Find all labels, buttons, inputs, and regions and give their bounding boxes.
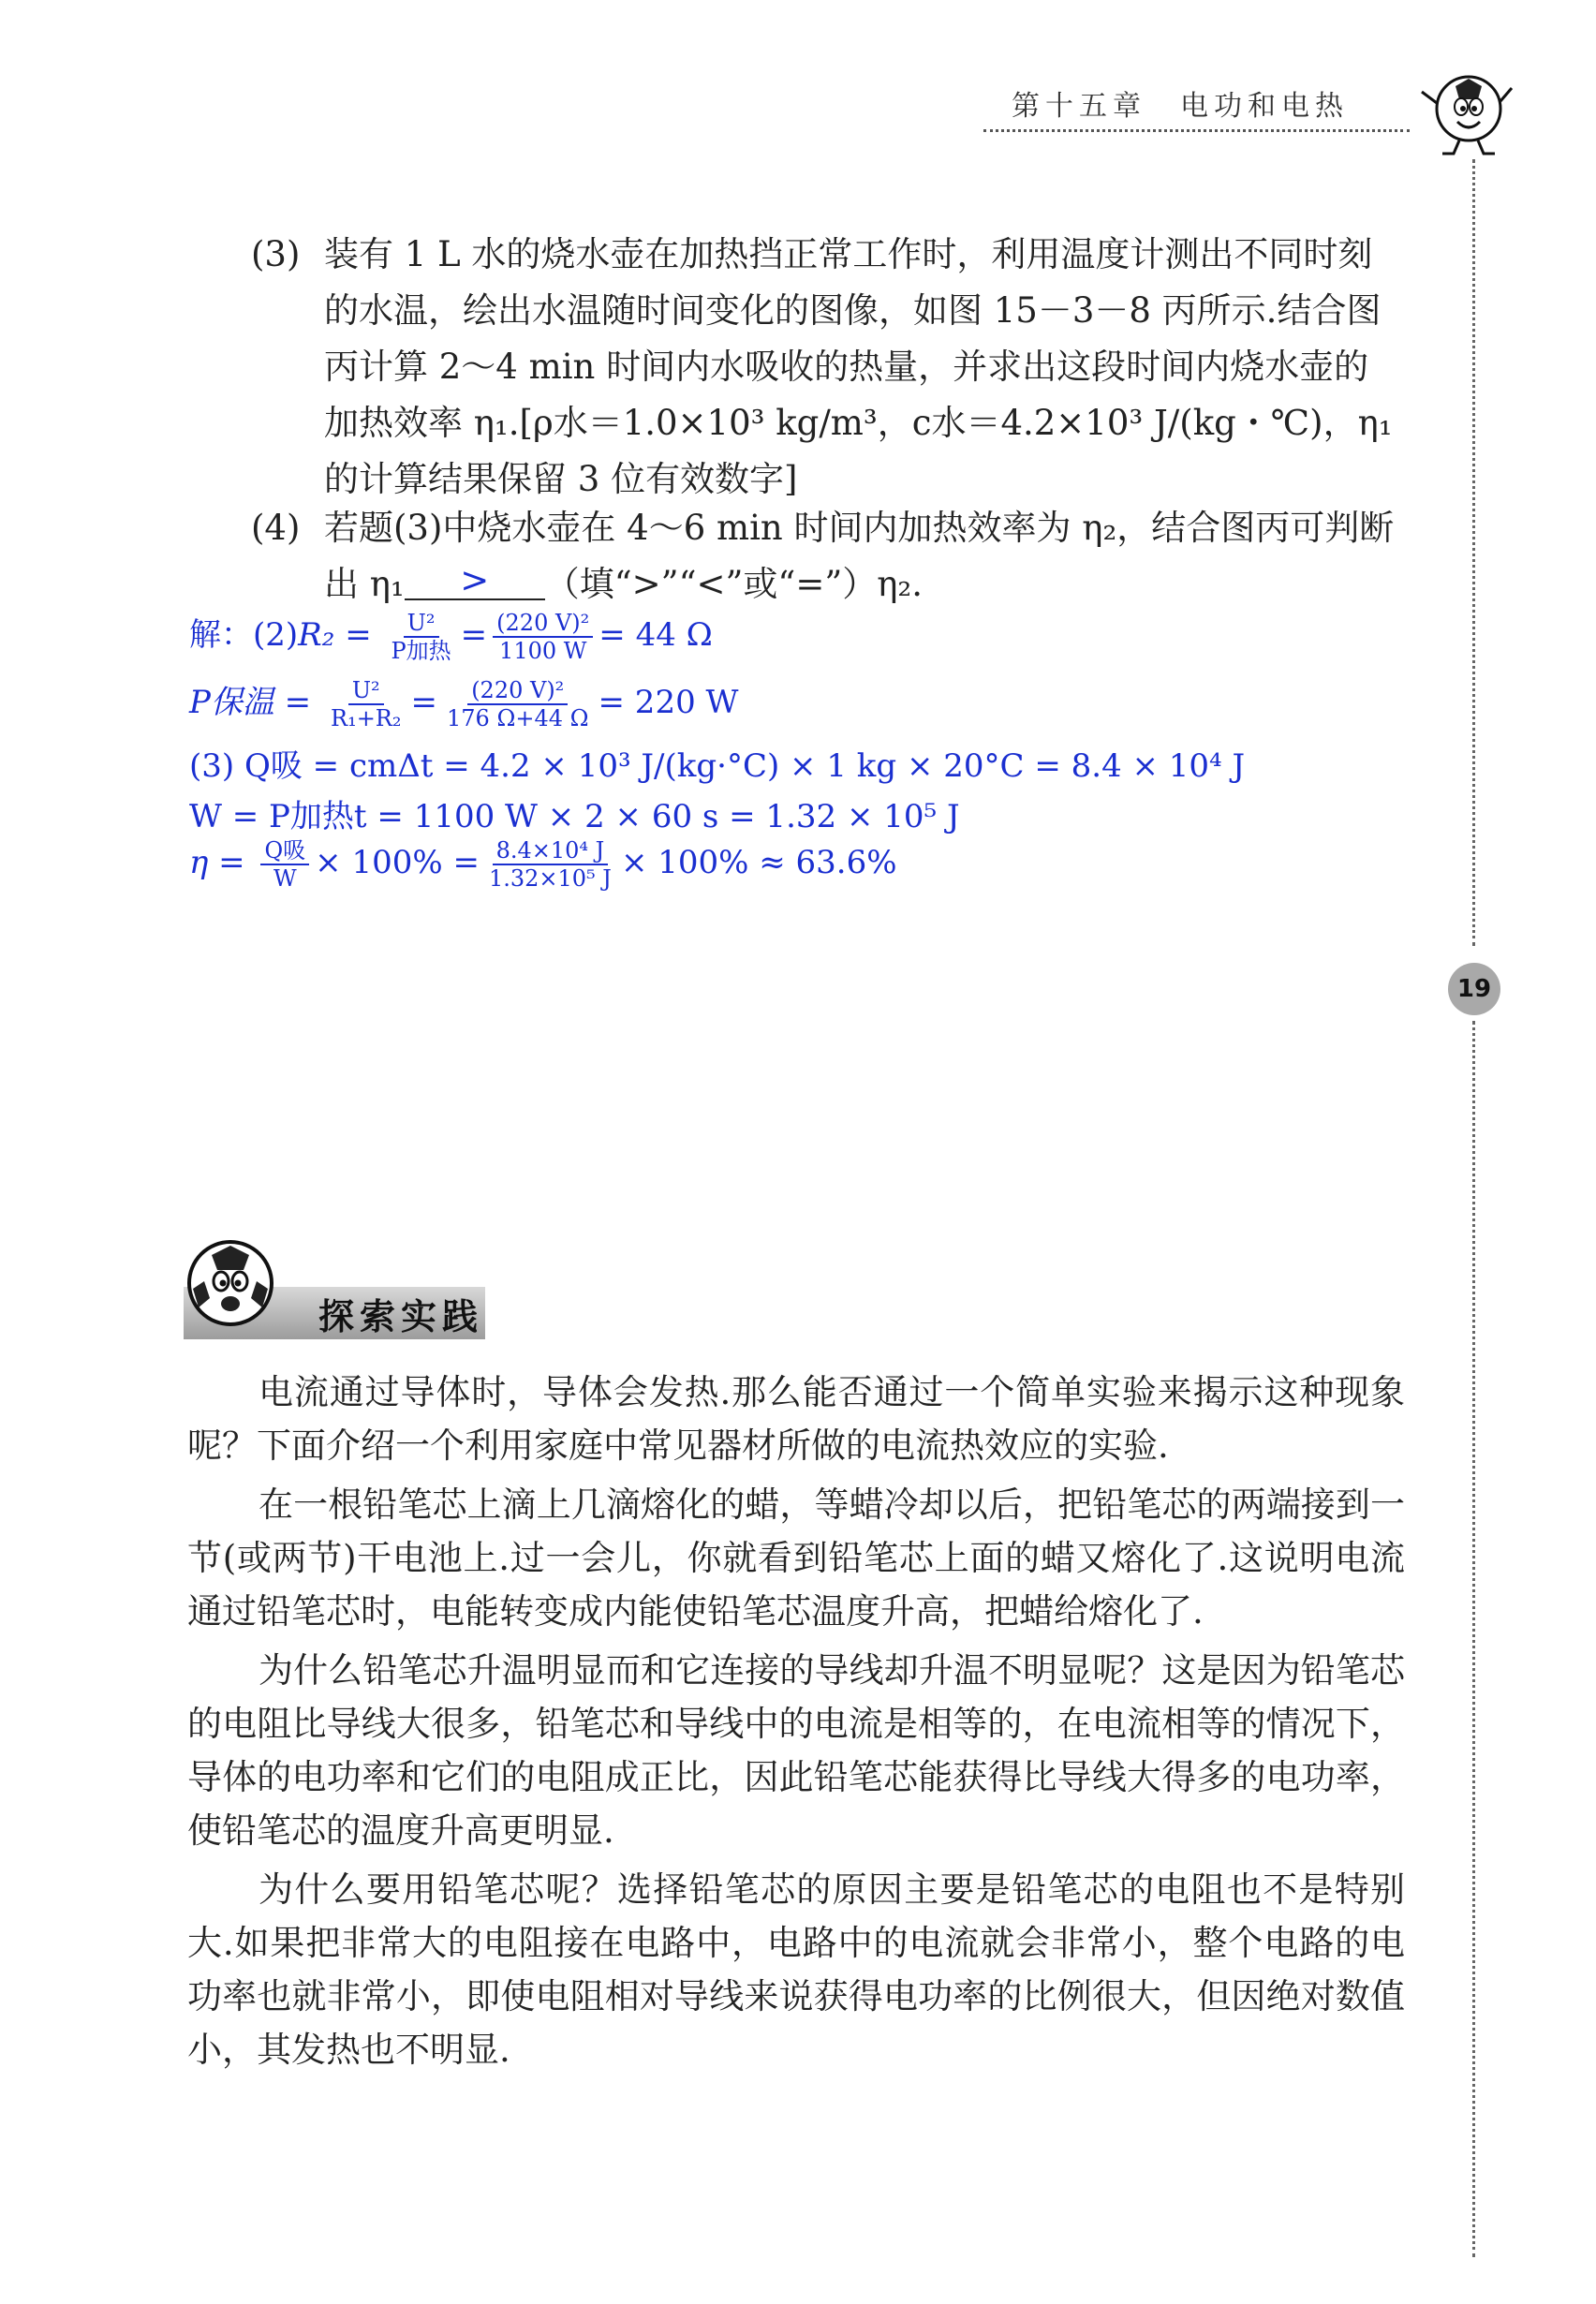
question-3-number: (3) xyxy=(251,234,301,274)
fraction-denominator: R₁+R₂ xyxy=(331,705,402,731)
fraction-numerator: 8.4×10⁴ J xyxy=(493,837,609,865)
question-4-text-before: 若题(3)中烧水壶在 4～6 min 时间内加热效率为 η₂，结合图丙可判断出 η₁ xyxy=(324,508,1395,604)
solution-line-2: P保温 = $\frac{\text{U²}}{\text{R₁+R₂}}$ = $\frac{\text{(220 V)²}}{176 \Omega+44 \Omega}$ = 220 W xyxy=(189,677,739,731)
chapter-header: 第十五章 电功和电热 xyxy=(1012,90,1349,123)
fraction-numerator: U² xyxy=(404,610,439,638)
question-3 xyxy=(251,227,1403,508)
fraction-numerator: Q吸 xyxy=(260,837,309,865)
fraction-denominator: W xyxy=(273,865,297,892)
paragraph: 在一根铅笔芯上滴上几滴熔化的蜡，等蜡冷却以后，把铅笔芯的两端接到一节(或两节)干电池上.过一会儿，你就看到铅笔芯上面的蜡又熔化了.这说明电流通过铅笔芯时，电能转变成内能使铅笔芯温度升高，把蜡给熔化了. xyxy=(187,1484,1405,1632)
answer-blank: > xyxy=(405,563,545,600)
soccer-ball-mascot-icon xyxy=(1414,66,1517,159)
fraction-numerator: (220 V)² xyxy=(467,677,568,705)
question-4-text-after: （填“>”“<”或“=”）η₂. xyxy=(544,564,924,604)
solution-line-3: (3) Q吸 = cmΔt = 4.2 × 10³ J/(kg·°C) × 1 kg × 20°C = 8.4 × 10⁴ J xyxy=(189,747,1246,785)
solution-eta-lhs: η = xyxy=(189,844,245,881)
fraction-denominator: 176 Ω+44 Ω xyxy=(447,705,589,731)
fraction-u2-over-p xyxy=(388,610,455,664)
solution-part-2: (2) xyxy=(253,616,299,654)
fraction-value xyxy=(443,677,593,731)
solution-label: 解： xyxy=(189,616,253,654)
fraction-value xyxy=(485,837,615,892)
question-4 xyxy=(251,500,1403,613)
header-dotted-rule xyxy=(983,129,1410,132)
fraction-value xyxy=(493,610,593,664)
solution-r2-lhs: R₂ = xyxy=(298,616,372,654)
solution-line-5 xyxy=(189,837,1313,892)
explore-practice-body xyxy=(187,1366,1405,2076)
side-dotted-rule xyxy=(1472,159,1475,946)
section-title: 探索实践 xyxy=(318,1296,484,1337)
fraction-denominator: P加热 xyxy=(391,638,451,664)
fraction-numerator: U² xyxy=(348,677,384,705)
question-4-text xyxy=(324,500,1403,613)
soccer-ball-face-icon xyxy=(184,1236,277,1330)
solution-p-keep-warm-lhs: P保温 = xyxy=(189,684,312,721)
fraction-numerator: (220 V)² xyxy=(493,610,593,638)
paragraph: 为什么铅笔芯升温明显而和它连接的导线却升温不明显呢？这是因为铅笔芯的电阻比导线大很多，铅笔芯和导线中的电流是相等的，在电流相等的情况下，导体的电功率和它们的电阻成正比，因此铅笔芯能获得比导线大得多的电功率，使铅笔芯的温度升高更明显. xyxy=(187,1650,1405,1851)
question-3-text: 装有 1 L 水的烧水壶在加热挡正常工作时，利用温度计测出不同时刻的水温，绘出水温随时间变化的图像，如图 15－3－8 丙所示.结合图丙计算 2～4 min 时间内水吸收的热量，并求出这段时间内烧水壶的加热效率 η₁.[ρ水＝1.0×10³ kg/m³，c水＝4.2×10³ J/(kg・℃)，η₁的计算结果保留 3 位有效数字] xyxy=(324,234,1393,499)
fraction-denominator: 1100 W xyxy=(499,638,587,664)
solution-p-result: = 220 W xyxy=(598,684,739,721)
fraction-u2-over-r xyxy=(327,677,406,731)
page-number-badge: 19 xyxy=(1448,963,1500,1015)
solution-eta-result: × 100% ≈ 63.6% xyxy=(620,844,897,881)
solution-eta-mid: × 100% = xyxy=(315,844,480,881)
question-4-number: (4) xyxy=(251,508,301,548)
paragraph: 电流通过导体时，导体会发热.那么能否通过一个简单实验来揭示这种现象呢？下面介绍一个利用家庭中常见器材所做的电流热效应的实验. xyxy=(187,1372,1405,1466)
paragraph: 为什么要用铅笔芯呢？选择铅笔芯的原因主要是铅笔芯的电阻也不是特别大.如果把非常大的电阻接在电路中，电路中的电流就会非常小，整个电路的电功率也就非常小，即使电阻相对导线来说获得电功率的比例很大，但因绝对数值小，其发热也不明显. xyxy=(187,1869,1405,2070)
fraction-q-over-w xyxy=(260,837,309,892)
solution-line-4: W = P加热t = 1100 W × 2 × 60 s = 1.32 × 10⁵ J xyxy=(189,798,960,835)
side-dotted-rule-lower xyxy=(1472,1021,1475,2257)
solution-line-1: 解：(2)R₂ = $\frac{\text{U²}}{\text{P加热}}$ = $\frac{\text{(220 V)²}}{1100 W}$ = 44 Ω xyxy=(189,610,713,664)
solution-r2-result: = 44 Ω xyxy=(598,616,713,654)
fraction-denominator: 1.32×10⁵ J xyxy=(488,865,612,892)
